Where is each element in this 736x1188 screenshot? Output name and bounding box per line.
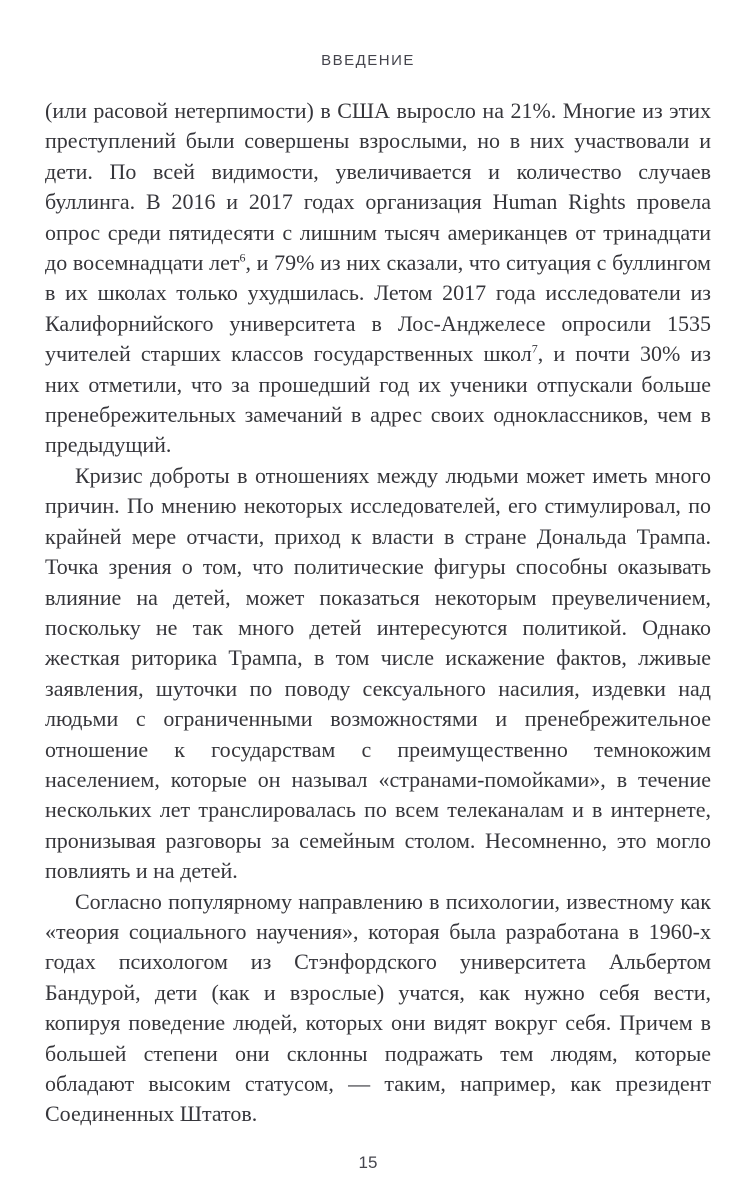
footnote-marker: 6 (239, 250, 246, 265)
running-header: ВВЕДЕНИЕ (321, 52, 415, 69)
body-text (45, 96, 711, 1130)
paragraph: Согласно популярному направлению в психологии, известному как «теория социального научения», которая была разработана в 1960-х годах психологом из Стэнфордского университета Альбертом Бандурой, дети (как и взрослые) учатся, как нужно себя вести, копируя поведение людей, которых они видят вокруг себя. Причем в большей степени они склонны подражать тем людям, которые обладают высоким статусом, — таким, например, как президент Соединенных Штатов. (45, 888, 711, 1127)
paragraph: Кризис доброты в отношениях между людьми может иметь много причин. По мнению некоторых исследователей, его стимулировал, по крайней мере отчасти, приход к власти в стране Дональда Трампа. Точка зрения о том, что политические фигуры способны оказывать влияние на детей, может показаться некоторым преувеличением, поскольку не так много детей интересуются политикой. Однако жесткая риторика Трампа, в том числе искажение фактов, лживые заявления, шуточки по поводу сексуального насилия, издевки над людьми с ограниченными возможностями и пренебрежительное отношение к государствам с преимущественно темнокожим населением, которые он называл «странами-помойками», в течение нескольких лет транслировалась по всем телеканалам и в интернете, пронизывая разговоры за семейным столом. Несомненно, это могло повлиять и на детей. (45, 462, 711, 884)
footnote-marker: 7 (531, 341, 538, 356)
page-number: 15 (358, 1153, 378, 1172)
paragraph: (или расовой нетерпимости) в США выросло на 21%. Многие из этих преступлений были совершены взрослыми, но в них участвовали и дети. По всей видимости, увеличивается и количество случаев буллинга. В 2016 и 2017 годах организация Human Rights провела опрос среди пятидесяти с лишним тысяч американцев от тринадцати до восемнадцати лет$^6$, и 79% из них сказали, что ситуация с буллингом в их школах только ухудшилась. Летом 2017 года исследователи из Калифорнийского университета в Лос-Анджелесе опросили 1535 учителей старших классов государственных школ$^7$, и почти 30% из них отметили, что за прошедший год их ученики отпускали больше пренебрежительных замечаний в адрес своих одноклассников, чем в предыдущий. (45, 98, 711, 458)
